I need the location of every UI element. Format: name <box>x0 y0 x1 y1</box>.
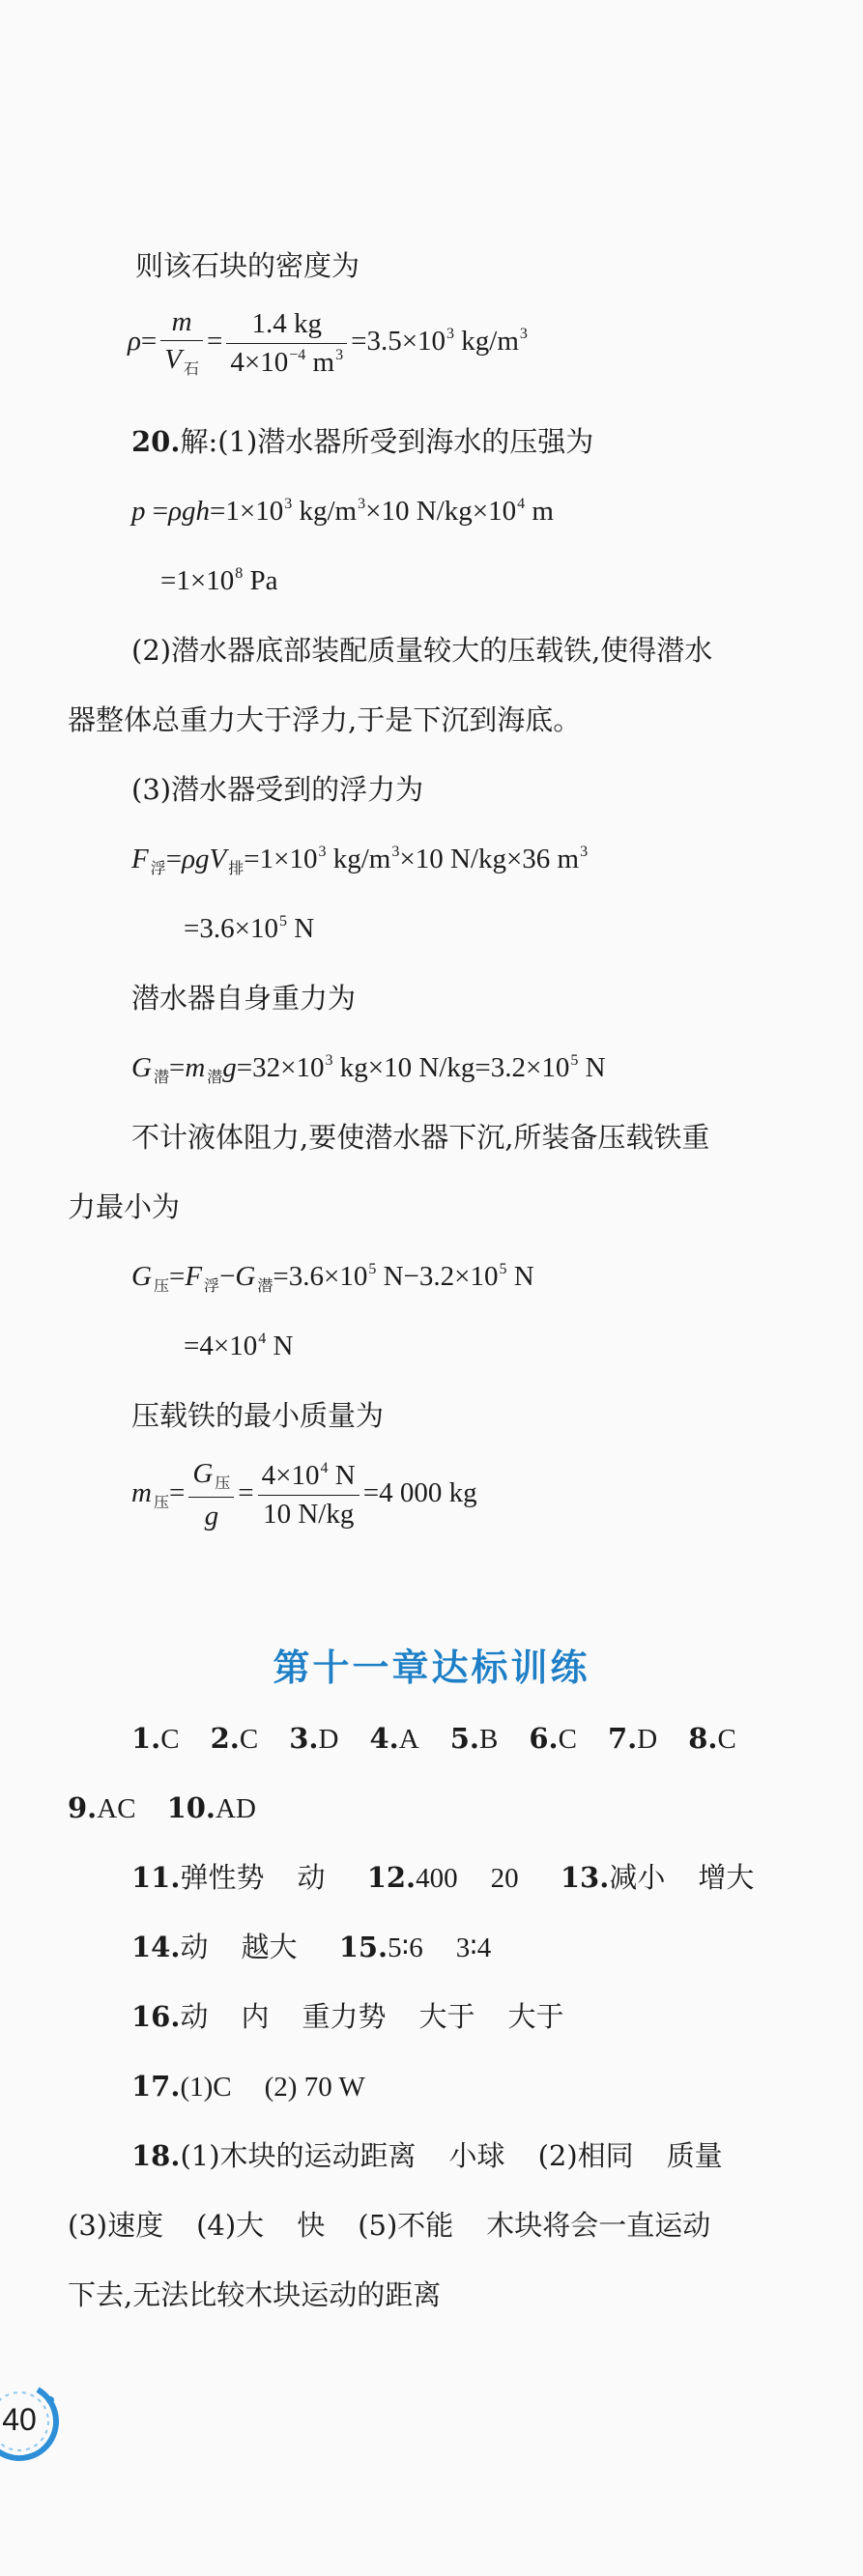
question-number: 14. <box>131 1931 181 1963</box>
unit: Pa <box>243 565 278 596</box>
subscript: 浮 <box>204 1278 220 1295</box>
exponent: 3 <box>391 844 400 860</box>
subscript: 排 <box>228 861 245 877</box>
value: 3.6×10 <box>288 1261 368 1292</box>
answer: AD <box>216 1793 256 1824</box>
exponent: 3 <box>318 844 327 860</box>
unit: N <box>286 913 315 944</box>
answer: 3∶4 <box>455 1932 492 1963</box>
question-number: 6. <box>529 1722 559 1755</box>
answer: 动 <box>180 2000 209 2033</box>
question-number: 7. <box>607 1722 638 1755</box>
exponent: 5 <box>278 913 287 930</box>
answer: 大于 <box>507 2000 564 2033</box>
value: ×10 N/kg×10 <box>365 496 517 527</box>
value: kg×10 N/kg=3.2×10 <box>332 1052 570 1083</box>
subscript: 压 <box>153 1278 169 1295</box>
value: 32×10 <box>252 1052 325 1083</box>
exponent: 3 <box>284 496 293 512</box>
symbol: F <box>131 844 149 874</box>
symbol: G <box>131 1052 152 1083</box>
subscript: 石 <box>184 361 200 379</box>
symbol: m <box>185 1052 206 1083</box>
question-number: 20. <box>131 425 181 458</box>
answers-row-1 <box>131 1722 767 1757</box>
answer: 快 <box>297 2209 326 2242</box>
answer: 增大 <box>698 1861 755 1894</box>
answers-row-7 <box>131 2139 723 2173</box>
exponent: 3 <box>335 346 344 363</box>
answers-row-4 <box>131 1931 491 1965</box>
exponent: 5 <box>499 1261 507 1277</box>
density-equation: ρ= $\frac{m}{V _石}$ = $\frac{1.4 kg}{4\times 10^{-4} m^3}$ $=3.5\times 10^3$ $kg/m^3$ <box>128 306 528 379</box>
subscript: 潜 <box>153 1070 169 1086</box>
answer: (1)木块的运动距离 <box>180 2139 417 2172</box>
text-line: (2)潜水器底部装配质量较大的压载铁,使得潜水 <box>131 634 713 667</box>
unit: N <box>578 1052 606 1083</box>
text-line: 不计液体阻力,要使潜水器下沉,所装备压载铁重 <box>131 1121 710 1154</box>
numerator: m <box>160 307 203 341</box>
answer: (2) 70 W <box>264 2072 365 2103</box>
exponent: 5 <box>570 1052 579 1069</box>
question-number: 3. <box>289 1722 319 1755</box>
answer: 木块将会一直运动 <box>486 2209 711 2242</box>
denominator: 4×10 <box>230 346 289 378</box>
symbol: ρ <box>128 325 141 357</box>
exponent: 3 <box>446 325 455 342</box>
question-number: 15. <box>338 1931 388 1963</box>
answers-row-3 <box>131 1861 754 1896</box>
answer: C <box>717 1724 736 1755</box>
answers-row-8 <box>68 2209 710 2243</box>
unit: N <box>266 1331 294 1361</box>
ballast-weight-equation: G $_压$=F $_浮$−G $_潜=3.6\times 10^5$ $N-3.2\times 10^5$ N <box>131 1261 534 1295</box>
question-number: 9. <box>68 1791 98 1824</box>
answers-row-2 <box>68 1791 287 1826</box>
exponent: 3 <box>325 1052 333 1069</box>
question-number: 16. <box>131 2000 181 2033</box>
exponent: 4 <box>320 1460 329 1477</box>
fraction <box>188 1459 234 1531</box>
value: 4×10 <box>199 1331 258 1361</box>
answer: (1)C <box>180 2072 232 2103</box>
answer: (2)相同 <box>537 2139 634 2172</box>
value: ×10 N/kg×36 m <box>399 844 580 874</box>
answer: 减小 <box>609 1861 666 1894</box>
text-line: 力最小为 <box>68 1190 181 1223</box>
subscript: 潜 <box>257 1278 273 1295</box>
unit: kg/m <box>326 844 391 874</box>
exponent: 3 <box>358 496 366 512</box>
answer-item <box>369 1722 418 1757</box>
chapter-title: 第十一章达标训练 <box>273 1646 590 1689</box>
subscript: 压 <box>153 1494 169 1511</box>
buoyancy-equation: F $_浮$=ρgV $_排=1\times 10^3$ $kg/m^3\times 10$ N/kg×36 $m^3$ <box>131 844 589 877</box>
question-number: 4. <box>369 1722 399 1755</box>
answer-item <box>450 1722 499 1757</box>
answer: (3)速度 <box>68 2209 164 2242</box>
exponent: 8 <box>235 565 244 582</box>
symbol: p <box>131 496 146 527</box>
fraction <box>226 309 347 377</box>
question-number: 17. <box>131 2070 181 2103</box>
unit: kg/m <box>454 325 519 357</box>
buoyancy-result: $=3.6\times 10^5$ N <box>184 913 315 944</box>
exponent: −4 <box>289 346 306 363</box>
answer-item <box>211 1722 259 1757</box>
text-line: 潜水器自身重力为 <box>131 982 357 1015</box>
question-20-intro <box>131 425 593 459</box>
denominator: 10 N/kg <box>263 1498 355 1530</box>
ballast-mass-equation: m $_压$= $\frac{G _压}{g}$ = $\frac{4\times 10^4 N}{10 N/kg}$ =4 000 kg <box>131 1458 477 1531</box>
exponent: 4 <box>258 1331 267 1347</box>
answer: 大于 <box>418 2000 475 2033</box>
question-number: 13. <box>560 1861 610 1894</box>
question-number: 5. <box>449 1722 479 1755</box>
value: 3.6×10 <box>199 913 278 944</box>
exponent: 5 <box>368 1261 377 1277</box>
result: 4 000 kg <box>379 1476 477 1508</box>
denominator: V <box>164 344 182 376</box>
pressure-equation: $p =\rho gh=1\times 10^3$ $kg/m^3\times 10$ $N/kg\times 10^4$ m <box>131 496 554 527</box>
answer: 20 <box>490 1863 519 1894</box>
answer: (5)不能 <box>358 2209 454 2242</box>
symbol: m <box>131 1476 152 1508</box>
answer-item <box>688 1722 736 1757</box>
fraction <box>160 307 203 379</box>
numerator: G <box>192 1458 214 1489</box>
page-number: 40 <box>2 2402 37 2437</box>
exponent: 3 <box>519 325 528 342</box>
answers-row-6 <box>131 2070 365 2104</box>
question-number: 12. <box>366 1861 417 1894</box>
ballast-weight-result: $=4\times 10^4$ N <box>184 1331 294 1361</box>
answer-item <box>167 1791 256 1826</box>
answer: 小球 <box>448 2139 505 2172</box>
subscript: 压 <box>215 1475 231 1492</box>
answer: 越大 <box>241 1931 298 1963</box>
symbol: g <box>222 1052 237 1083</box>
answer-item <box>131 1722 180 1757</box>
question-text: 解:(1)潜水器所受到海水的压强为 <box>180 425 594 458</box>
answer: 弹性势 <box>180 1861 265 1894</box>
answer: D <box>637 1724 658 1755</box>
question-number: 1. <box>131 1722 161 1755</box>
answer: AC <box>97 1793 136 1824</box>
answer: 动 <box>297 1861 326 1894</box>
numerator: 4×10 <box>261 1460 320 1492</box>
result: 3.5×10 <box>366 325 446 357</box>
answer: B <box>479 1724 499 1755</box>
expression: ρgV <box>182 844 227 874</box>
question-number: 2. <box>210 1722 240 1755</box>
question-number: 18. <box>131 2139 181 2172</box>
answer: 内 <box>241 2000 270 2033</box>
answer: 动 <box>180 1931 209 1963</box>
numerator: 1.4 kg <box>226 309 347 343</box>
question-number: 10. <box>166 1791 216 1824</box>
text-line: 则该石块的密度为 <box>135 249 360 282</box>
answers-row-5 <box>131 2000 564 2034</box>
value: N−3.2×10 <box>376 1261 499 1292</box>
subscript: 潜 <box>207 1070 223 1086</box>
answer: (4)大 <box>196 2209 265 2242</box>
symbol: G <box>131 1261 152 1292</box>
expression: ρgh <box>168 496 211 527</box>
value: 1×10 <box>225 496 284 527</box>
text-line: 下去,无法比较木块运动的距离 <box>68 2278 442 2311</box>
exponent: 4 <box>517 496 526 512</box>
unit: m <box>305 346 335 378</box>
unit: kg/m <box>292 496 358 527</box>
answer: 5∶6 <box>388 1932 423 1963</box>
value: 1×10 <box>176 565 235 596</box>
answer-item <box>289 1722 338 1757</box>
fraction <box>258 1461 360 1529</box>
question-number: 11. <box>131 1861 181 1894</box>
text-line: 压载铁的最小质量为 <box>131 1399 385 1432</box>
answer: A <box>398 1724 419 1755</box>
answer: D <box>318 1724 339 1755</box>
subscript: 浮 <box>150 861 166 877</box>
weight-equation: G $_潜$=m $_潜g=32\times 10^3$ kg×10 $N/kg=3.2\times 10^5$ N <box>131 1052 606 1086</box>
answer-item <box>529 1722 577 1757</box>
unit: N <box>328 1460 356 1492</box>
symbol: F <box>185 1261 203 1292</box>
answer-item <box>608 1722 657 1757</box>
denominator: g <box>204 1500 219 1531</box>
answer: 质量 <box>666 2139 723 2172</box>
value: 1×10 <box>259 844 318 874</box>
answer: C <box>160 1724 180 1755</box>
exponent: 3 <box>580 844 589 860</box>
pressure-result: $=1\times 10^8$ Pa <box>160 565 278 596</box>
unit: N <box>506 1261 534 1292</box>
answer: 400 <box>416 1863 458 1894</box>
unit: m <box>525 496 554 527</box>
text-line: 器整体总重力大于浮力,于是下沉到海底。 <box>68 703 582 736</box>
question-number: 8. <box>688 1722 718 1755</box>
answer: C <box>239 1724 259 1755</box>
symbol: G <box>235 1261 256 1292</box>
answer: C <box>558 1724 577 1755</box>
answer-item <box>68 1791 136 1826</box>
text-line: (3)潜水器受到的浮力为 <box>131 773 424 806</box>
answer: 重力势 <box>302 2000 387 2033</box>
